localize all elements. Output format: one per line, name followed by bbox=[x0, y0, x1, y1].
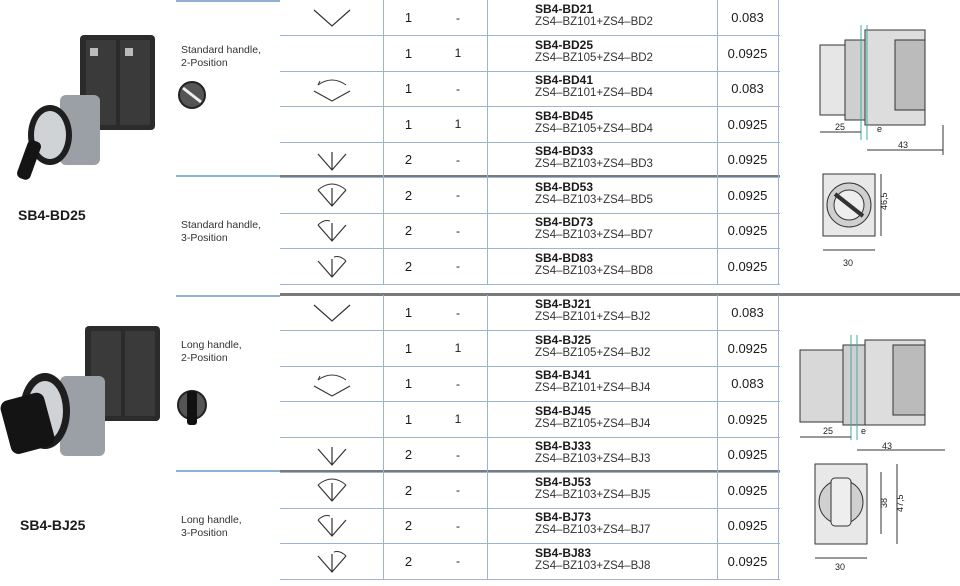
contact-diagram-icon bbox=[296, 249, 368, 284]
dimension-drawings-1 bbox=[785, 0, 960, 290]
contact-diagram-icon bbox=[296, 213, 368, 248]
no-contacts: 1 bbox=[454, 46, 462, 60]
table-row bbox=[280, 366, 780, 402]
reference-cell bbox=[483, 473, 715, 508]
switch-position-symbol bbox=[280, 71, 384, 106]
dim-e: e bbox=[861, 426, 867, 436]
component-codes: ZS4–BZ103+ZS4–BD8 bbox=[535, 264, 653, 277]
nc-contacts: 1 bbox=[404, 340, 413, 356]
table-row bbox=[280, 213, 780, 249]
switch-position-symbol bbox=[280, 402, 384, 437]
nc-contacts: 2 bbox=[404, 482, 413, 498]
handle-description bbox=[181, 219, 261, 245]
table-row bbox=[280, 0, 780, 36]
no-contacts: - bbox=[456, 376, 460, 391]
dim-inner-height: 38 bbox=[879, 497, 889, 508]
nc-contacts: 2 bbox=[404, 152, 413, 167]
divider bbox=[176, 295, 280, 297]
handle-type: Long handle, bbox=[181, 514, 242, 526]
position-count: 2-Position bbox=[181, 57, 228, 69]
position-count: 3-Position bbox=[181, 527, 228, 539]
dim-depth: 25 bbox=[823, 426, 834, 436]
reference-cell bbox=[483, 402, 715, 437]
reference-number: SB4-BD73 bbox=[535, 215, 594, 229]
table-row bbox=[280, 295, 780, 331]
no-contacts: 1 bbox=[454, 117, 462, 131]
component-codes: ZS4–BZ103+ZS4–BJ3 bbox=[535, 453, 651, 465]
switch-position-symbol bbox=[280, 249, 384, 284]
dim-width: 30 bbox=[835, 562, 846, 572]
contact-diagram-icon bbox=[296, 437, 368, 472]
reference-cell bbox=[483, 142, 715, 177]
reference-cell bbox=[483, 508, 715, 543]
component-codes: ZS4–BZ103+ZS4–BD7 bbox=[535, 229, 653, 241]
handle-description bbox=[181, 44, 261, 70]
component-codes: ZS4–BZ105+ZS4–BD4 bbox=[535, 122, 653, 135]
component-codes: ZS4–BZ101+ZS4–BJ4 bbox=[535, 382, 651, 394]
front-view-drawing bbox=[785, 160, 960, 275]
nc-contacts: 1 bbox=[404, 116, 413, 132]
reference-number: SB4-BJ45 bbox=[535, 403, 592, 418]
component-codes: ZS4–BZ105+ZS4–BD2 bbox=[535, 51, 653, 64]
reference-cell bbox=[483, 107, 715, 142]
weight-value: 0.0925 bbox=[727, 45, 768, 61]
contact-diagram-icon bbox=[296, 178, 368, 213]
nc-contacts: 2 bbox=[404, 553, 413, 569]
handle-type: Standard handle, bbox=[181, 44, 261, 56]
handle-description bbox=[181, 339, 242, 365]
reference-number: SB4-BD83 bbox=[535, 250, 594, 265]
component-codes: ZS4–BZ101+ZS4–BD4 bbox=[535, 87, 653, 99]
divider bbox=[176, 0, 280, 2]
position-count: 2-Position bbox=[181, 352, 228, 364]
contact-diagram-icon bbox=[296, 71, 368, 106]
weight-value: 0.083 bbox=[731, 376, 764, 391]
component-codes: ZS4–BZ105+ZS4–BJ4 bbox=[535, 417, 651, 430]
front-view-drawing bbox=[785, 458, 960, 576]
reference-number: SB4-BD33 bbox=[535, 144, 594, 158]
weight-value: 0.083 bbox=[731, 10, 764, 25]
weight-value: 0.0925 bbox=[727, 553, 768, 569]
dim-width: 30 bbox=[843, 258, 854, 268]
standard-knob-icon bbox=[177, 80, 207, 115]
weight-value: 0.0925 bbox=[727, 518, 768, 533]
selector-switch-image bbox=[0, 0, 176, 200]
selector-switch-image bbox=[0, 296, 176, 496]
contact-diagram-icon bbox=[296, 295, 368, 330]
table-row bbox=[280, 473, 780, 509]
nc-contacts: 1 bbox=[404, 10, 413, 25]
switch-position-symbol bbox=[280, 0, 384, 35]
nc-contacts: 1 bbox=[404, 411, 413, 427]
reference-cell bbox=[483, 36, 715, 71]
contact-diagram-icon bbox=[296, 473, 368, 508]
table-row bbox=[280, 437, 780, 473]
reference-cell bbox=[483, 213, 715, 248]
reference-number: SB4-BJ83 bbox=[535, 545, 592, 560]
no-contacts: - bbox=[456, 259, 460, 273]
dim-e: e bbox=[877, 124, 883, 134]
table-row bbox=[280, 508, 780, 544]
table-row bbox=[280, 71, 780, 107]
reference-cell bbox=[483, 178, 715, 213]
table-row bbox=[280, 107, 780, 143]
product-photo-sb4-bj25 bbox=[0, 296, 176, 586]
reference-number: SB4-BD25 bbox=[535, 37, 594, 52]
table-row bbox=[280, 249, 780, 285]
weight-value: 0.0925 bbox=[727, 187, 768, 203]
switch-position-symbol bbox=[280, 107, 384, 142]
product-photo-sb4-bd25 bbox=[0, 0, 176, 290]
long-knob-icon bbox=[176, 388, 208, 433]
handle-type: Standard handle, bbox=[181, 219, 261, 231]
divider bbox=[176, 175, 280, 177]
reference-number: SB4-BD21 bbox=[535, 2, 594, 16]
weight-value: 0.083 bbox=[731, 81, 764, 96]
reference-number: SB4-BJ25 bbox=[535, 332, 592, 347]
reference-cell bbox=[483, 331, 715, 366]
reference-number: SB4-BJ33 bbox=[535, 439, 592, 453]
reference-number: SB4-BJ41 bbox=[535, 368, 592, 382]
switch-position-symbol bbox=[280, 544, 384, 579]
switch-position-symbol bbox=[280, 142, 384, 177]
switch-position-symbol bbox=[280, 508, 384, 543]
switch-position-symbol bbox=[280, 437, 384, 472]
no-contacts: - bbox=[456, 305, 460, 320]
table-row bbox=[280, 402, 780, 438]
switch-position-symbol bbox=[280, 213, 384, 248]
component-codes: ZS4–BZ103+ZS4–BD5 bbox=[535, 193, 653, 206]
switch-position-symbol bbox=[280, 473, 384, 508]
reference-number: SB4-BD53 bbox=[535, 179, 594, 194]
reference-cell bbox=[483, 366, 715, 401]
no-contacts: - bbox=[456, 554, 460, 568]
no-contacts: 1 bbox=[454, 412, 462, 426]
contact-diagram-icon bbox=[296, 508, 368, 543]
component-codes: ZS4–BZ103+ZS4–BJ8 bbox=[535, 559, 651, 572]
divider bbox=[176, 470, 280, 472]
table-row bbox=[280, 142, 780, 178]
component-codes: ZS4–BZ103+ZS4–BD3 bbox=[535, 158, 653, 170]
no-contacts: - bbox=[456, 447, 460, 462]
nc-contacts: 1 bbox=[404, 81, 413, 96]
component-codes: ZS4–BZ101+ZS4–BD2 bbox=[535, 16, 653, 28]
nc-contacts: 2 bbox=[404, 258, 413, 274]
reference-cell bbox=[483, 437, 715, 472]
reference-cell bbox=[483, 71, 715, 106]
nc-contacts: 1 bbox=[404, 45, 413, 61]
no-contacts: - bbox=[456, 81, 460, 96]
reference-cell bbox=[483, 249, 715, 284]
no-contacts: - bbox=[456, 223, 460, 238]
dim-depth: 25 bbox=[835, 122, 846, 132]
contact-diagram-icon bbox=[296, 544, 368, 579]
reference-number: SB4-BD41 bbox=[535, 73, 594, 87]
component-codes: ZS4–BZ103+ZS4–BJ5 bbox=[535, 488, 651, 501]
component-codes: ZS4–BZ101+ZS4–BJ2 bbox=[535, 311, 651, 323]
no-contacts: - bbox=[456, 188, 460, 202]
reference-number: SB4-BJ53 bbox=[535, 474, 592, 489]
nc-contacts: 1 bbox=[404, 305, 413, 320]
table-row bbox=[280, 331, 780, 367]
weight-value: 0.0925 bbox=[727, 411, 768, 427]
nc-contacts: 2 bbox=[404, 518, 413, 533]
no-contacts: - bbox=[456, 518, 460, 533]
nc-contacts: 2 bbox=[404, 187, 413, 203]
position-count: 3-Position bbox=[181, 232, 228, 244]
switch-position-symbol bbox=[280, 295, 384, 330]
handle-description bbox=[181, 514, 242, 540]
component-codes: ZS4–BZ103+ZS4–BJ7 bbox=[535, 524, 651, 536]
handle-type: Long handle, bbox=[181, 339, 242, 351]
dim-height: 47,5 bbox=[895, 494, 905, 512]
weight-value: 0.0925 bbox=[727, 258, 768, 274]
contact-diagram-icon bbox=[296, 366, 368, 401]
switch-position-symbol bbox=[280, 331, 384, 366]
weight-value: 0.0925 bbox=[727, 447, 768, 462]
dim-height: 46,5 bbox=[879, 192, 889, 210]
dim-total: 43 bbox=[898, 140, 909, 150]
nc-contacts: 1 bbox=[404, 376, 413, 391]
component-codes: ZS4–BZ105+ZS4–BJ2 bbox=[535, 346, 651, 359]
weight-value: 0.0925 bbox=[727, 152, 768, 167]
reference-number: SB4-BJ21 bbox=[535, 297, 592, 311]
no-contacts: - bbox=[456, 10, 460, 25]
no-contacts: - bbox=[456, 152, 460, 167]
dim-total: 43 bbox=[882, 441, 893, 451]
reference-cell bbox=[483, 295, 715, 330]
switch-position-symbol bbox=[280, 36, 384, 71]
product-name: SB4-BD25 bbox=[18, 207, 86, 223]
dimension-drawings-2 bbox=[785, 300, 960, 579]
reference-cell bbox=[483, 544, 715, 579]
reference-number: SB4-BD45 bbox=[535, 108, 594, 123]
contact-diagram-icon bbox=[296, 0, 368, 35]
weight-value: 0.083 bbox=[731, 305, 764, 320]
product-name: SB4-BJ25 bbox=[20, 517, 86, 533]
no-contacts: - bbox=[456, 483, 460, 497]
table-row bbox=[280, 544, 780, 580]
weight-value: 0.0925 bbox=[727, 223, 768, 238]
side-view-drawing bbox=[785, 300, 960, 460]
weight-value: 0.0925 bbox=[727, 116, 768, 132]
nc-contacts: 2 bbox=[404, 447, 413, 462]
contact-diagram-icon bbox=[296, 142, 368, 177]
nc-contacts: 2 bbox=[404, 223, 413, 238]
switch-position-symbol bbox=[280, 178, 384, 213]
weight-value: 0.0925 bbox=[727, 340, 768, 356]
table-row bbox=[280, 178, 780, 214]
table-row bbox=[280, 36, 780, 72]
reference-cell bbox=[483, 0, 715, 35]
switch-position-symbol bbox=[280, 366, 384, 401]
no-contacts: 1 bbox=[454, 341, 462, 355]
reference-number: SB4-BJ73 bbox=[535, 510, 592, 524]
weight-value: 0.0925 bbox=[727, 482, 768, 498]
